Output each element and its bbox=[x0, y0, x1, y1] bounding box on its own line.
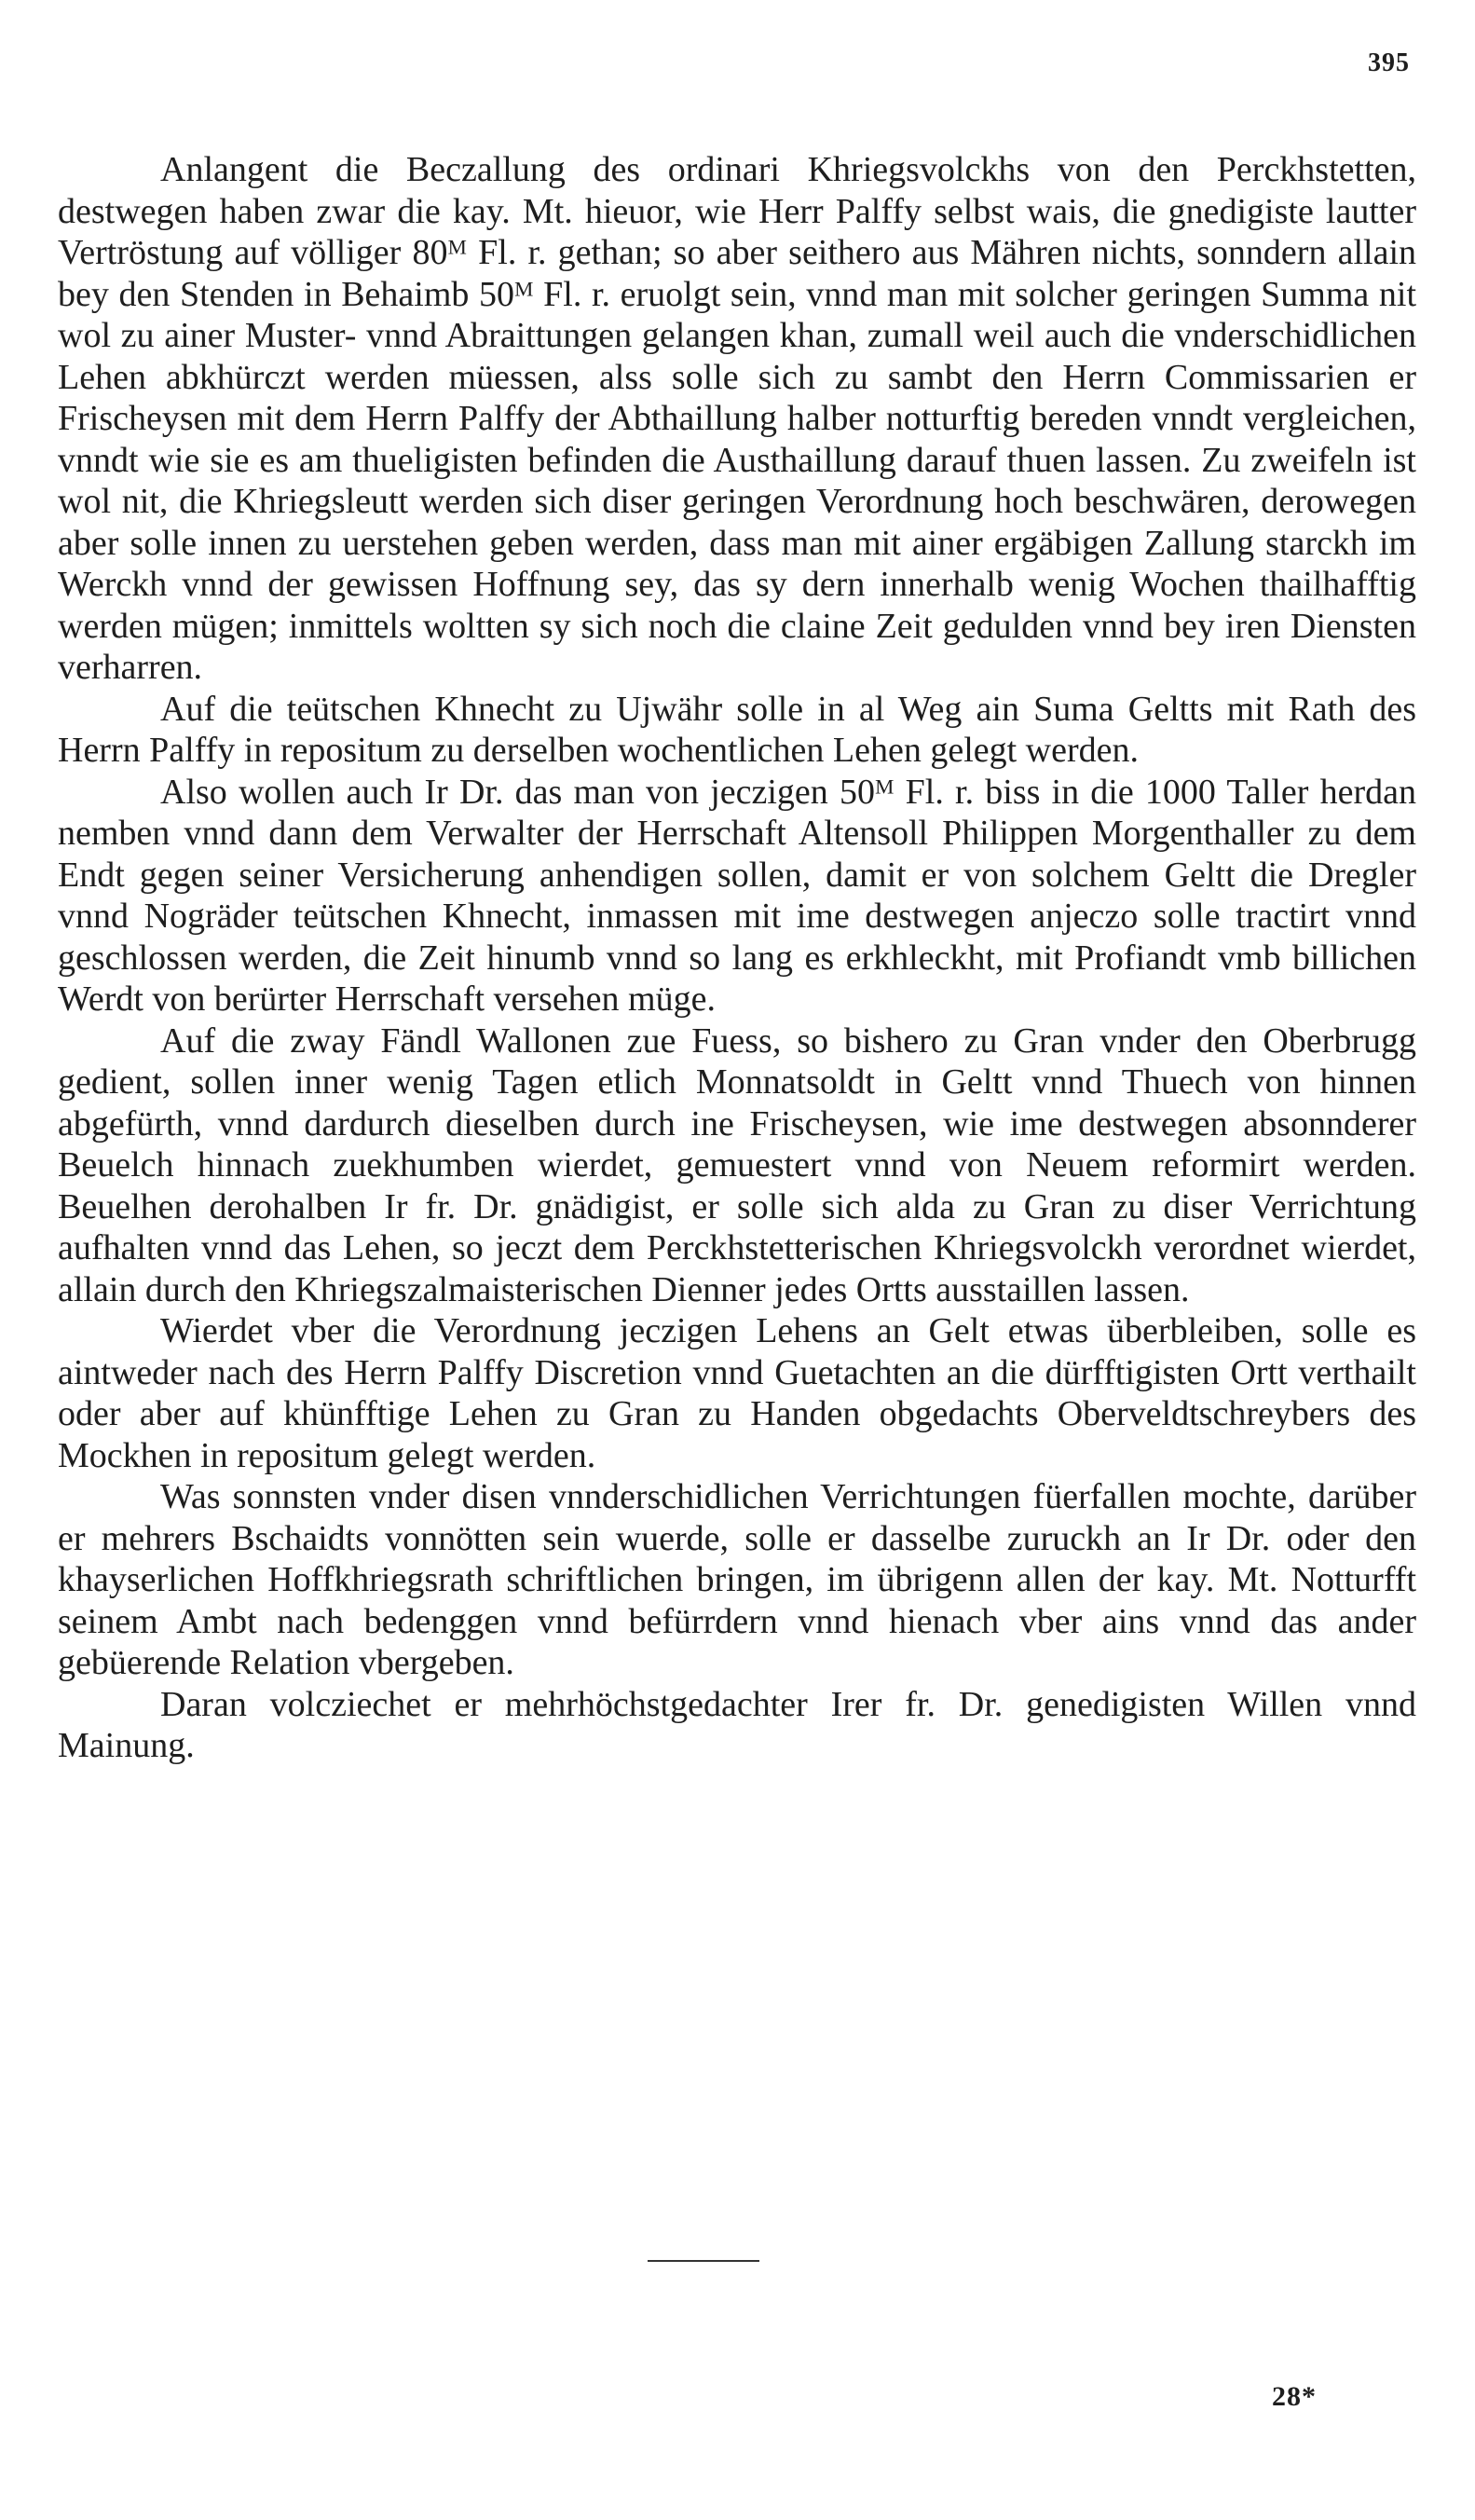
paragraph: Auf die teütschen Khnecht zu Ujwähr solle in al Weg ain Suma Geltts mit Rath des Herrn Palffy in repositum zu derselben wochentlichen Lehen gelegt werden. bbox=[58, 689, 1416, 770]
paragraph: Was sonnsten vnder disen vnnderschidlichen Verrichtungen füerfallen mochte, darüber er mehrers Bschaidts vonnötten sein wuerde, solle er dasselbe zuruckh an Ir Dr. oder den khayserlichen Hoffkhriegsrath schriftlichen bringen, im übrigenn allen der kay. Mt. Notturfft seinem Ambt nach bedenggen vnnd befürrdern vnnd hienach vber ains vnnd das ander gebüerende Relation vbergeben. bbox=[58, 1477, 1416, 1682]
paragraph: Anlangent die Beczallung des ordinari Khriegsvolckhs von den Perckhstetten, destwegen haben zwar die kay. Mt. hieuor, wie Herr Palffy selbst wais, die gnedigiste lautter Vertröstung auf völliger 80ᴹ Fl. r. gethan; so aber seithero aus Mähren nichts, sonndern allain bey den Stenden in Behaimb 50ᴹ Fl. r. eruolgt sein, vnnd man mit solcher geringen Summa nit wol zu ainer Muster- vnnd Abraittungen gelangen khan, zumall weil auch die vnderschidlichen Lehen abkhürczt werden müessen, alss solle sich zu sambt den Herrn Commissarien er Frischeysen mit dem Herrn Palffy der Abthaillung halber notturftig bereden vnndt vergleichen, vnndt wie sie es am thueligisten befinden die Austhaillung darauf thuen lassen. Zu zweifeln ist wol nit, die Khriegsleutt werden sich diser geringen Verordnung hoch beschwären, derowegen aber solle innen zu uerstehen geben werden, dass man mit ainer ergäbigen Zallung starckh im Werckh vnnd der gewissen Hoffnung sey, das sy dern innerhalb wenig Wochen thailhafftig werden mügen; inmittels woltten sy sich noch die claine Zeit gedulden vnnd bey iren Diensten verharren. bbox=[58, 150, 1416, 687]
paragraph: Daran volcziechet er mehrhöchstgedachter Irer fr. Dr. genedigisten Willen vnnd Mainung. bbox=[58, 1684, 1416, 1765]
signature-mark: 28* bbox=[1272, 2381, 1317, 2412]
document-body bbox=[58, 149, 1416, 1767]
paragraph: Auf die zway Fändl Wallonen zue Fuess, so bishero zu Gran vnder den Oberbrugg gedient, sollen inner wenig Tagen etlich Monnatsoldt in Geltt vnnd Thuech von hinnen abgefürth, vnnd dardurch dieselben durch ine Frischeysen, wie ime destwegen absonnderer Beuelch hinnach zuekhumben wierdet, gemuestert vnnd von Neuem reformirt werden. Beuelhen derohalben Ir fr. Dr. gnädigist, er solle sich alda zu Gran zu diser Verrichtung aufhalten vnnd das Lehen, so jeczt dem Perckhstetterischen Khriegsvolckh verordnet wierdet, allain durch den Khriegszalmaisterischen Dienner jedes Ortts ausstaillen lassen. bbox=[58, 1020, 1416, 1309]
paragraph: Wierdet vber die Verordnung jeczigen Lehens an Gelt etwas überbleiben, solle es aintweder nach des Herrn Palffy Discretion vnnd Guetachten an die dürfftigisten Ortt verthailt oder aber auf khünfftige Lehen zu Gran zu Handen obgedachts Oberveldtschreybers des Mockhen in repositum gelegt werden. bbox=[58, 1311, 1416, 1475]
page-number: 395 bbox=[1368, 48, 1410, 77]
section-divider bbox=[648, 2260, 759, 2262]
paragraph: Also wollen auch Ir Dr. das man von jeczigen 50ᴹ Fl. r. biss in die 1000 Taller herdan nemben vnnd dann dem Verwalter der Herrschaft Altensoll Philippen Morgenthaller zu dem Endt gegen seiner Versicherung anhendigen sollen, damit er von solchem Geltt die Dregler vnnd Nogräder teütschen Khnecht, inmassen mit ime destwegen anjeczo solle tractirt vnnd geschlossen werden, die Zeit hinumb vnnd so lang es erkhleckht, mit Profiandt vmb billichen Werdt von berürter Herrschaft versehen müge. bbox=[58, 772, 1416, 1019]
